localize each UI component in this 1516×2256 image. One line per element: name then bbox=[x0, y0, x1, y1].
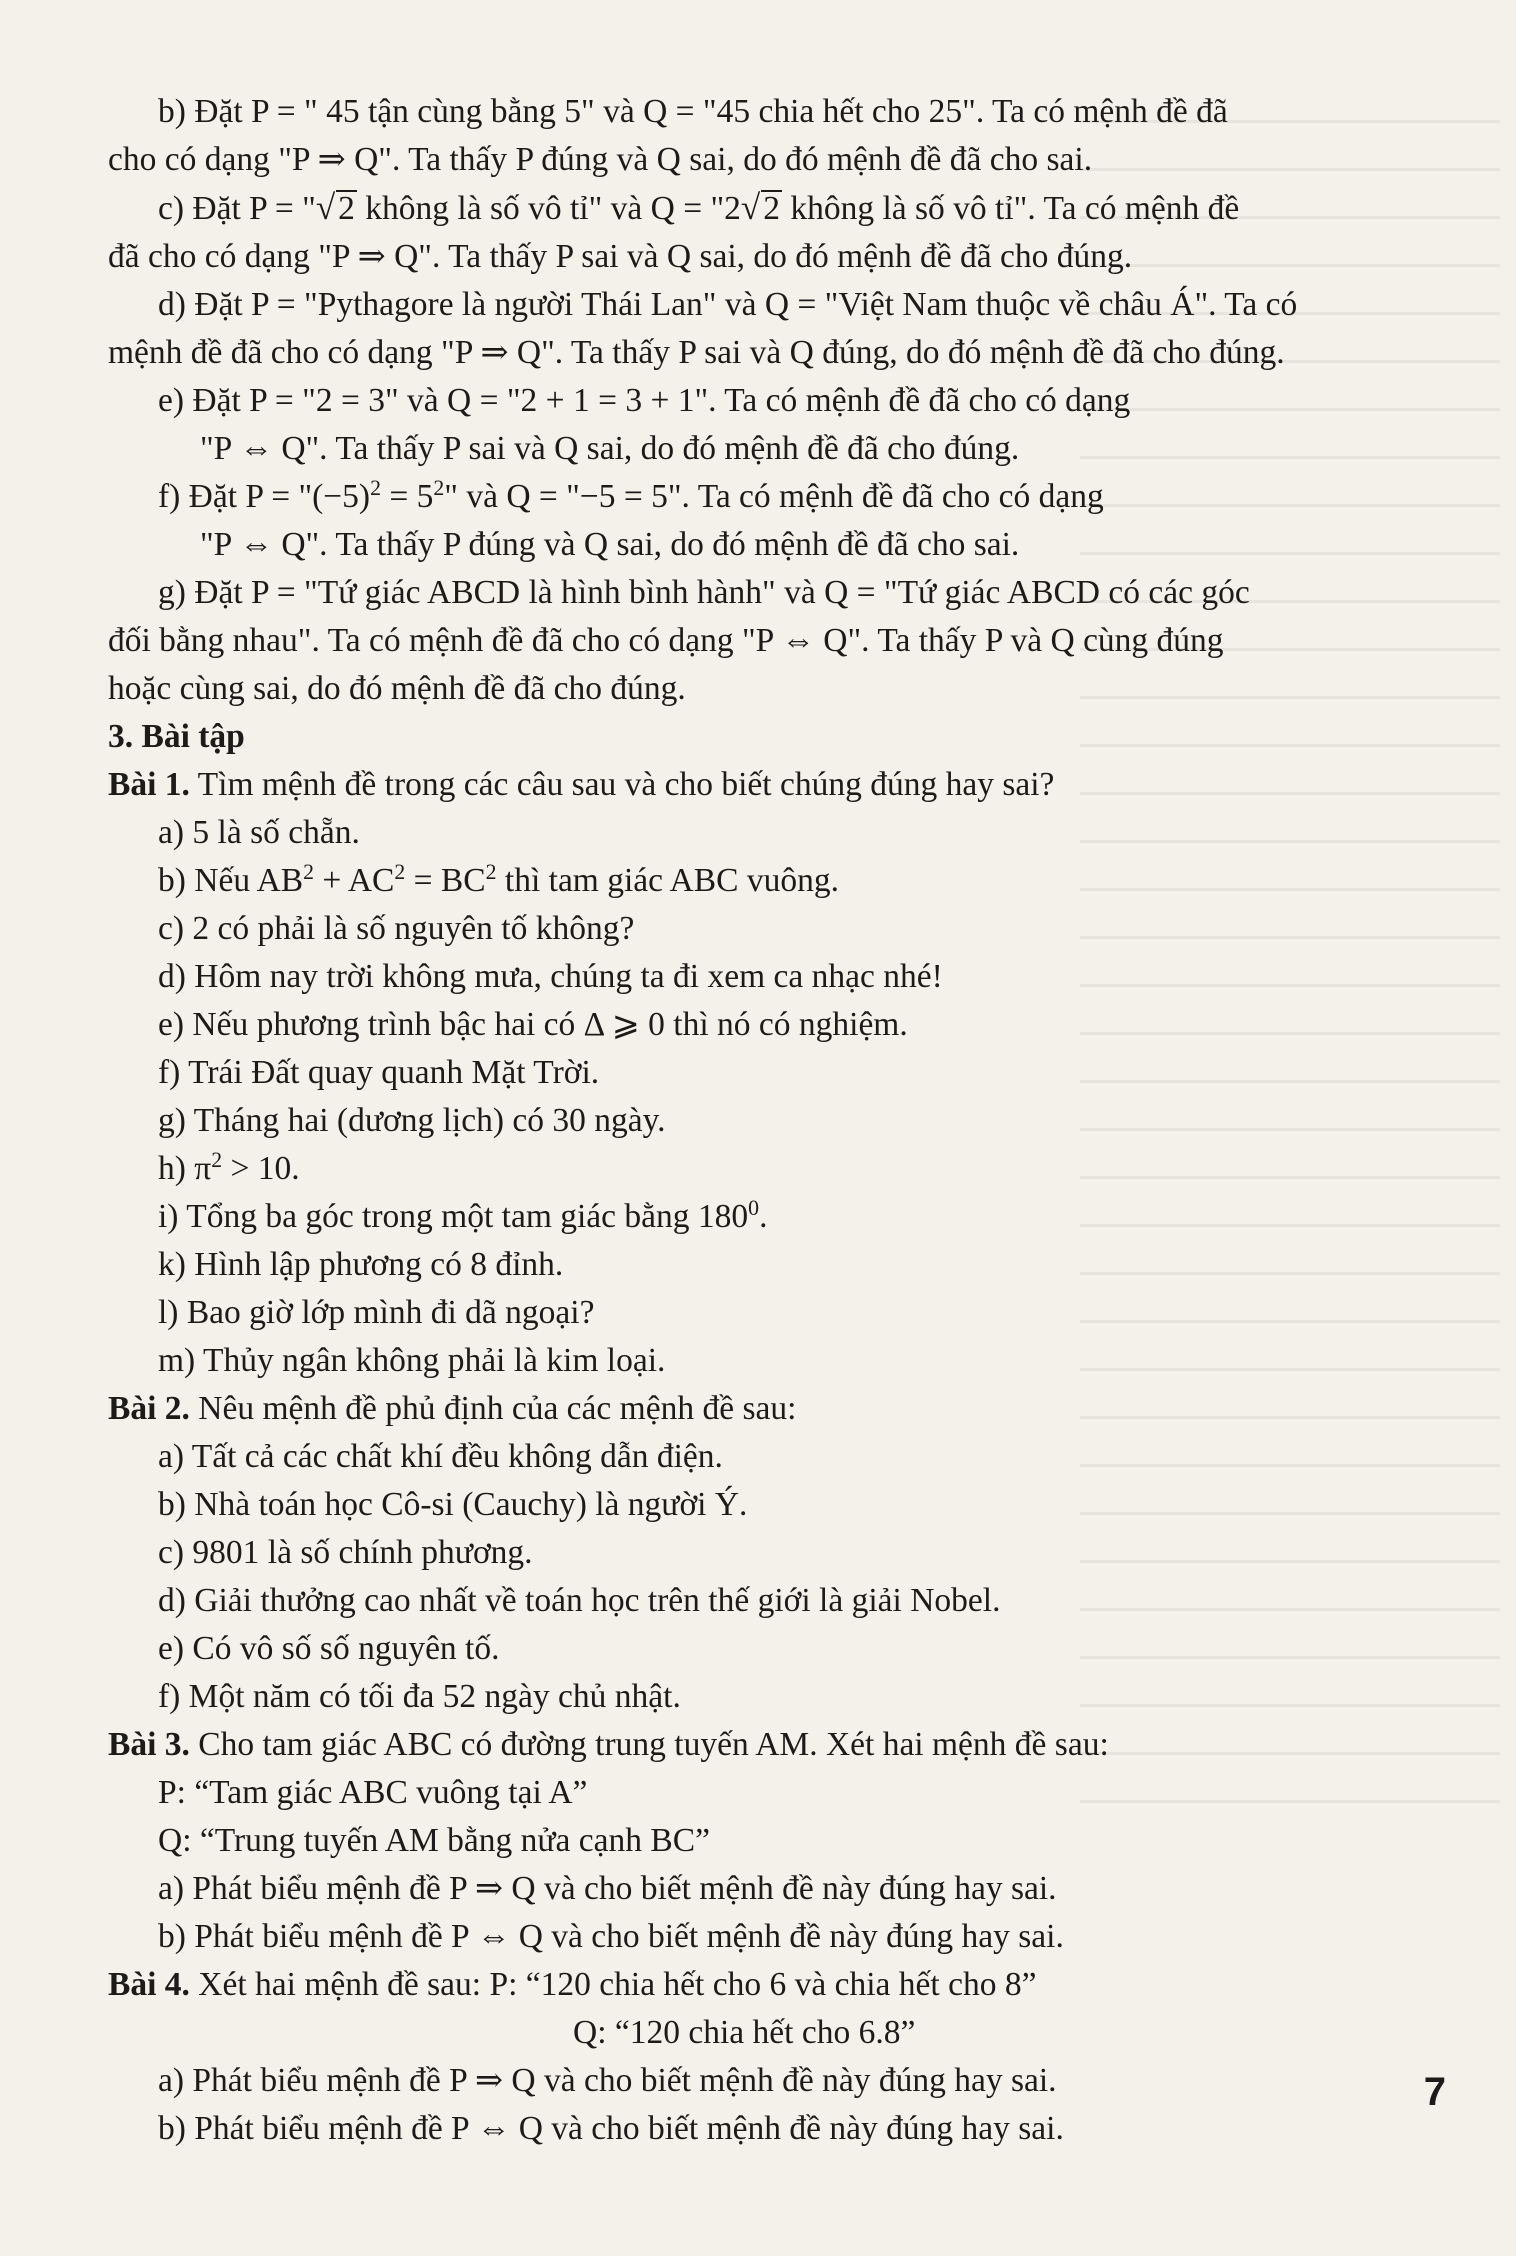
exercise-label: Bài 1. bbox=[108, 766, 190, 803]
exercise-2-item-d: d) Giải thưởng cao nhất về toán học trên thế giới là giải Nobel. bbox=[158, 1582, 1001, 1619]
text-fragment: + AC bbox=[314, 862, 395, 899]
exercise-2-item-a: a) Tất cả các chất khí đều không dẫn điện. bbox=[158, 1438, 723, 1475]
solution-f-line2: "P ⇔ Q". Ta thấy P đúng và Q sai, do đó mệnh đề đã cho sai. bbox=[200, 526, 1020, 563]
text-fragment: " và Q = "−5 = 5". Ta có mệnh đề đã cho có dạng bbox=[444, 478, 1104, 515]
radicand: 2 bbox=[338, 190, 355, 227]
exercise-prompt: Cho tam giác ABC có đường trung tuyến AM. Xét hai mệnh đề sau: bbox=[189, 1726, 1109, 1763]
text-fragment: i) Tổng ba góc trong một tam giác bằng 180 bbox=[158, 1198, 749, 1235]
exercise-1-item-m: m) Thủy ngân không phải là kim loại. bbox=[158, 1342, 666, 1379]
exercise-1-item-g: g) Tháng hai (dương lịch) có 30 ngày. bbox=[158, 1102, 666, 1139]
exercise-1-item-f: f) Trái Đất quay quanh Mặt Trời. bbox=[158, 1054, 600, 1091]
exercise-1-item-k: k) Hình lập phương có 8 đỉnh. bbox=[158, 1246, 564, 1283]
superscript: 2 bbox=[370, 476, 381, 501]
exercise-3-item-a: a) Phát biểu mệnh đề P ⇒ Q và cho biết mệnh đề này đúng hay sai. bbox=[158, 1870, 1057, 1907]
text-fragment: c) Đặt P = " bbox=[158, 190, 316, 227]
exercise-1-item-c: c) 2 có phải là số nguyên tố không? bbox=[158, 910, 635, 947]
exercise-1-item-d: d) Hôm nay trời không mưa, chúng ta đi xem ca nhạc nhé! bbox=[158, 958, 943, 995]
text-fragment: thì tam giác ABC vuông. bbox=[496, 862, 839, 899]
solution-f-line1 bbox=[108, 473, 1453, 521]
exercise-1-item-e: e) Nếu phương trình bậc hai có Δ ⩾ 0 thì nó có nghiệm. bbox=[158, 1006, 908, 1043]
exercise-2-item-c: c) 9801 là số chính phương. bbox=[158, 1534, 533, 1571]
solution-e-line2: "P ⇔ Q". Ta thấy P sai và Q sai, do đó mệnh đề đã cho đúng. bbox=[200, 430, 1020, 467]
text-fragment: = BC bbox=[405, 862, 486, 899]
page-content bbox=[108, 88, 1453, 2153]
text-fragment: > 10. bbox=[222, 1150, 300, 1187]
exercise-3-heading bbox=[108, 1721, 1453, 1769]
solution-g-line2: đối bằng nhau". Ta có mệnh đề đã cho có dạng "P ⇔ Q". Ta thấy P và Q cùng đúng bbox=[108, 622, 1224, 659]
exercise-1-heading bbox=[108, 761, 1453, 809]
superscript: 2 bbox=[485, 860, 497, 885]
superscript: 2 bbox=[433, 476, 445, 501]
exercise-label: Bài 4. bbox=[108, 1966, 190, 2003]
exercise-1-item-h bbox=[108, 1145, 1453, 1193]
solution-d-line2: mệnh đề đã cho có dạng "P ⇒ Q". Ta thấy P sai và Q đúng, do đó mệnh đề đã cho đúng. bbox=[108, 334, 1285, 371]
exercise-2-heading bbox=[108, 1385, 1453, 1433]
exercise-4-statement-q: Q: “120 chia hết cho 6.8” bbox=[573, 2014, 916, 2051]
exercise-4-item-a: a) Phát biểu mệnh đề P ⇒ Q và cho biết mệnh đề này đúng hay sai. bbox=[158, 2062, 1057, 2099]
text-fragment: b) Nếu AB bbox=[158, 862, 304, 899]
text-fragment: f) Đặt P = "(−5) bbox=[158, 478, 371, 515]
superscript: 2 bbox=[394, 860, 406, 885]
superscript: 0 bbox=[748, 1196, 760, 1221]
solution-d-line1: d) Đặt P = "Pythagore là người Thái Lan" và Q = "Việt Nam thuộc về châu Á". Ta có bbox=[158, 286, 1298, 323]
solution-g-line1: g) Đặt P = "Tứ giác ABCD là hình bình hành" và Q = "Tứ giác ABCD có các góc bbox=[158, 574, 1250, 611]
superscript: 2 bbox=[211, 1148, 223, 1173]
exercise-prompt: Tìm mệnh đề trong các câu sau và cho biết chúng đúng hay sai? bbox=[189, 766, 1055, 803]
exercise-prompt: Nêu mệnh đề phủ định của các mệnh đề sau: bbox=[189, 1390, 797, 1427]
solution-g-line3: hoặc cùng sai, do đó mệnh đề đã cho đúng. bbox=[108, 670, 686, 707]
exercise-1-item-l: l) Bao giờ lớp mình đi dã ngoại? bbox=[158, 1294, 595, 1331]
sqrt-symbol: √ bbox=[315, 188, 336, 227]
superscript: 2 bbox=[303, 860, 315, 885]
exercise-prompt: Xét hai mệnh đề sau: P: “120 chia hết cho 6 và chia hết cho 8” bbox=[189, 1966, 1037, 2003]
exercise-4-item-b: b) Phát biểu mệnh đề P ⇔ Q và cho biết mệnh đề này đúng hay sai. bbox=[158, 2110, 1064, 2147]
page-number: 7 bbox=[1423, 2070, 1446, 2114]
text-fragment: . bbox=[759, 1198, 768, 1235]
text-fragment: = 5 bbox=[380, 478, 434, 515]
exercise-2-item-e: e) Có vô số số nguyên tố. bbox=[158, 1630, 500, 1667]
exercise-label: Bài 3. bbox=[108, 1726, 190, 1763]
exercise-label: Bài 2. bbox=[108, 1390, 190, 1427]
exercise-2-item-b: b) Nhà toán học Cô-si (Cauchy) là người Ý. bbox=[158, 1486, 748, 1523]
exercise-3-item-b: b) Phát biểu mệnh đề P ⇔ Q và cho biết mệnh đề này đúng hay sai. bbox=[158, 1918, 1064, 1955]
exercise-3-statement-p: P: “Tam giác ABC vuông tại A” bbox=[158, 1774, 588, 1811]
solution-c-line2: đã cho có dạng "P ⇒ Q". Ta thấy P sai và Q sai, do đó mệnh đề đã cho đúng. bbox=[108, 238, 1133, 275]
exercise-1-item-a: a) 5 là số chẵn. bbox=[158, 814, 360, 851]
exercise-4-heading bbox=[108, 1961, 1453, 2009]
exercise-1-item-i bbox=[108, 1193, 1453, 1241]
text-fragment: không là số vô tỉ" và Q = "2 bbox=[356, 190, 741, 227]
exercise-3-statement-q: Q: “Trung tuyến AM bằng nửa cạnh BC” bbox=[158, 1822, 710, 1859]
text-fragment: h) π bbox=[158, 1150, 212, 1187]
solution-c-line1 bbox=[108, 184, 1453, 233]
radicand: 2 bbox=[763, 190, 780, 227]
solution-e-line1: e) Đặt P = "2 = 3" và Q = "2 + 1 = 3 + 1". Ta có mệnh đề đã cho có dạng bbox=[158, 382, 1131, 419]
solution-b-line2: cho có dạng "P ⇒ Q". Ta thấy P đúng và Q sai, do đó mệnh đề đã cho sai. bbox=[108, 141, 1093, 178]
solution-b-line1: b) Đặt P = " 45 tận cùng bằng 5" và Q = "45 chia hết cho 25". Ta có mệnh đề đã bbox=[158, 93, 1228, 130]
exercise-1-item-b bbox=[108, 857, 1453, 905]
section-title: 3. Bài tập bbox=[108, 718, 245, 755]
text-fragment: không là số vô tỉ". Ta có mệnh đề bbox=[781, 190, 1240, 227]
sqrt-symbol: √ bbox=[740, 188, 761, 227]
exercise-2-item-f: f) Một năm có tối đa 52 ngày chủ nhật. bbox=[158, 1678, 681, 1715]
